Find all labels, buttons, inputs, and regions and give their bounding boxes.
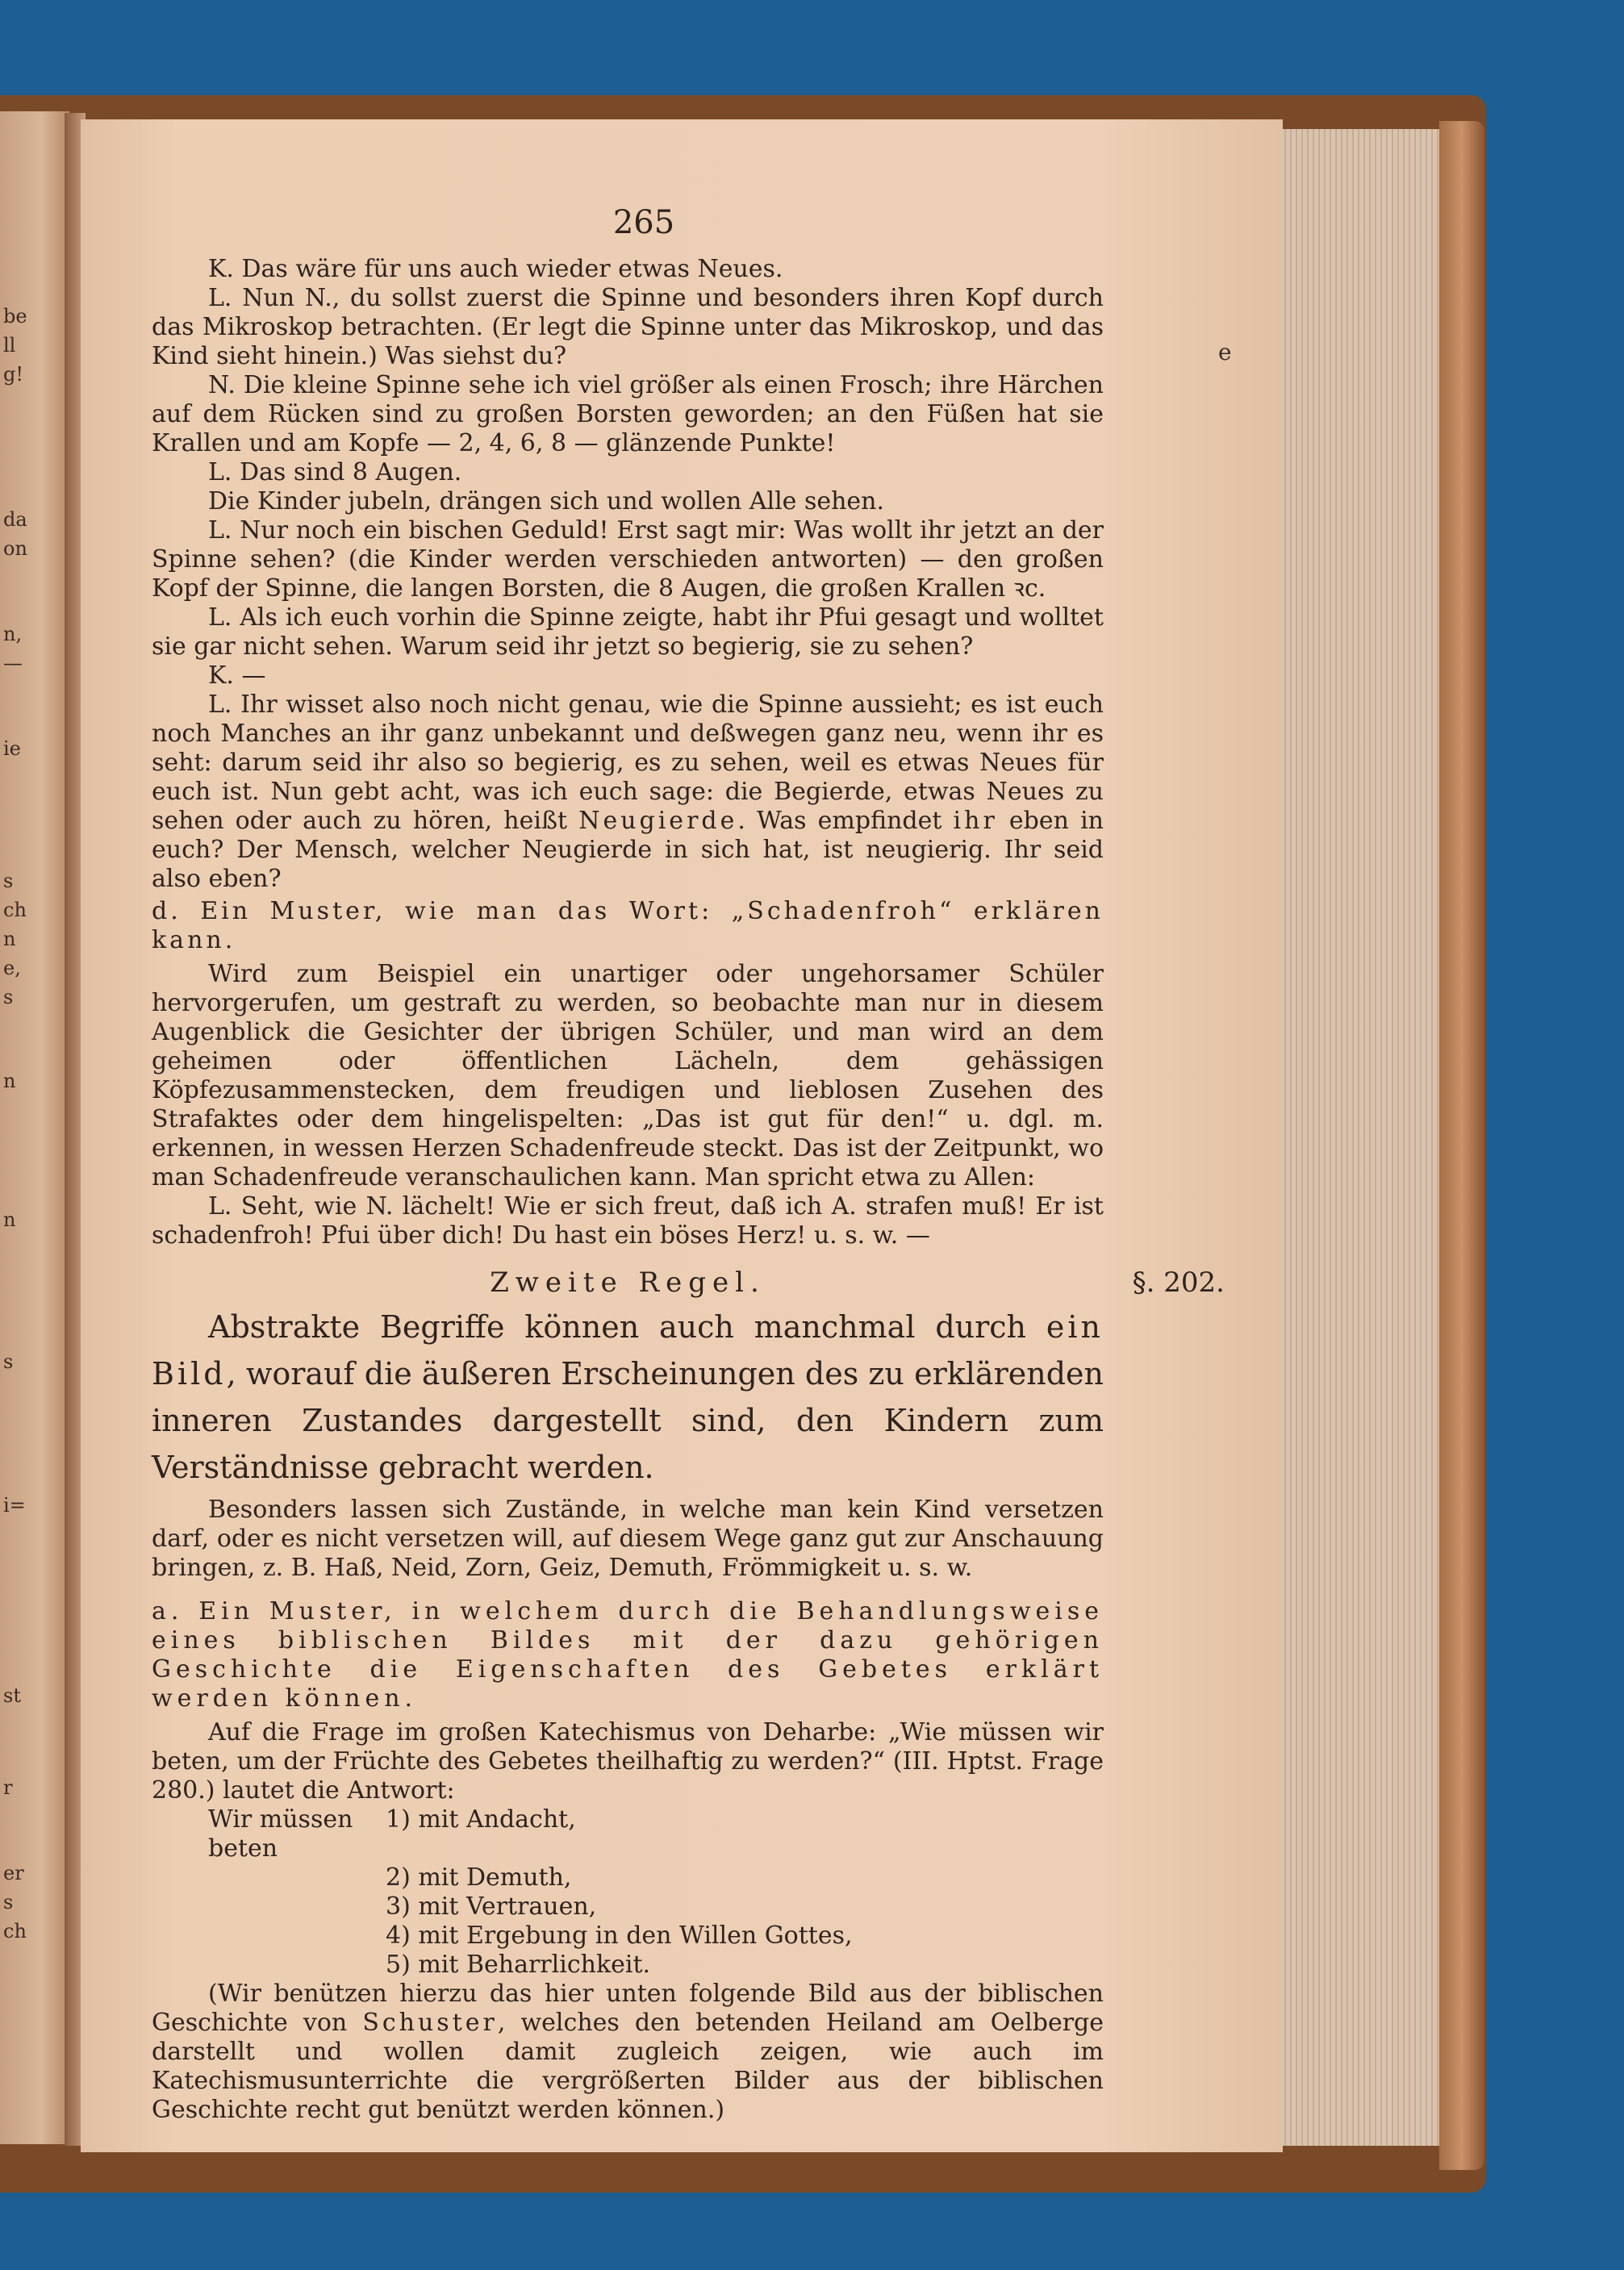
page-number: 265	[612, 204, 675, 241]
text-run: , worauf die äußeren Erscheinungen des zu erklärenden inneren Zustandes dargestellt sind, den Kindern zum Verständnisse gebracht werden.	[152, 1356, 1104, 1485]
left-fragment: s	[3, 1350, 14, 1373]
section-heading-d: d. Ein Muster, wie man das Wort: „Schadenfroh“ erklären kann.	[152, 897, 1104, 954]
dialogue-line: L. Als ich euch vorhin die Spinne zeigte, habt ihr Pfui gesagt und wolltet sie gar nicht sehen. Warum seid ihr jetzt so begierig, sie zu sehen?	[152, 603, 1104, 661]
dialogue-line	[152, 691, 1104, 894]
left-fragment: er	[3, 1862, 24, 1884]
left-fragment: st	[3, 1684, 21, 1707]
paragraph: Auf die Frage im großen Katechismus von Deharbe: „Wie müssen wir beten, um der Früchte des Gebetes theilhaftig zu werden?“ (III. Hptst. Frage 280.) lautet die Antwort:	[152, 1718, 1104, 1805]
margin-mark: e	[1218, 339, 1232, 365]
page-text	[152, 204, 1225, 2125]
left-fragment: s	[3, 870, 14, 892]
rule-heading	[152, 1266, 1225, 1299]
answer-list	[152, 1805, 1104, 1980]
text-run: , welches den betenden Heiland am Oelberge darstellt und wollen damit zugleich zeigen, wie auch im Katechismusunterrichte die vergrößerten Bilder aus der biblischen Geschichte recht gut benützt werden können.)	[152, 2009, 1104, 2124]
emphasis-neugierde: Neugierde	[578, 807, 738, 835]
emphasis-ihr: ihr	[953, 807, 998, 835]
dialogue-line: K. —	[208, 661, 266, 690]
dialogue-line: L. Nun N., du sollst zuerst die Spinne und besonders ihren Kopf durch das Mikroskop betrachten. (Er legt die Spinne unter das Mikroskop, und das Kind sieht hinein.) Was siehst du?	[152, 284, 1104, 370]
left-fragment: s	[3, 986, 14, 1008]
rule-title: Zweite Regel.	[490, 1266, 766, 1299]
left-fragment: g!	[3, 363, 24, 386]
rule-statement	[152, 1304, 1104, 1491]
left-fragment: ll	[3, 334, 16, 357]
left-fragment: s	[3, 1891, 14, 1913]
left-fragment: n	[3, 928, 16, 950]
left-fragment: ch	[3, 1920, 27, 1942]
left-page-edge	[0, 111, 69, 2144]
list-lead: Wir müssen beten	[208, 1805, 353, 1863]
dialogue-line: L. Seht, wie N. lächelt! Wie er sich freut, daß ich A. strafen muß! Er ist schadenfroh! Pfui über dich! Du hast ein böses Herz! u. s. w. —	[152, 1192, 1104, 1250]
text-run: Abstrakte Begriffe können auch manchmal durch	[208, 1309, 1046, 1345]
section-number: §. 202.	[1132, 1266, 1225, 1299]
left-fragment: e,	[3, 957, 21, 979]
left-fragment: on	[3, 537, 27, 560]
list-item: 3) mit Vertrauen,	[386, 1892, 597, 1921]
section-heading-a: a. Ein Muster, in welchem durch die Behandlungsweise eines biblischen Bildes mit der dazu gehörigen Geschichte die Eigenschaften des Gebetes erklärt werden können.	[152, 1597, 1104, 1713]
left-fragment: n	[3, 1070, 16, 1092]
left-fragment: ch	[3, 899, 27, 921]
dialogue-line: L. Nur noch ein bischen Geduld! Erst sagt mir: Was wollt ihr jetzt an der Spinne sehen? (die Kinder werden verschieden antworten) — den großen Kopf der Spinne, die langen Borsten, die 8 Augen, die großen Krallen ꝛc.	[152, 516, 1104, 603]
left-fragment: da	[3, 508, 27, 531]
text-run: L. Ihr wisset also noch nicht genau, wie die Spinne aussieht; es ist euch noch Manches an ihr ganz unbekannt und deßwegen ganz neu, wenn ihr es seht: darum seid ihr also so begierig, es zu sehen, weil es etwas Neues für euch ist. Nun gebt acht, was ich euch sage: die Begierde, etwas Neues zu sehen oder auch zu hören, heißt	[152, 691, 1104, 835]
list-item: 2) mit Demuth,	[386, 1863, 572, 1892]
dialogue-line: N. Die kleine Spinne sehe ich viel größer als einen Frosch; ihre Härchen auf dem Rücken sind zu großen Borsten geworden; an den Füßen hat sie Krallen und am Kopfe — 2, 4, 6, 8 — glänzende Punkte!	[152, 371, 1104, 457]
dialogue-line: L. Das sind 8 Augen.	[208, 458, 462, 486]
stage-direction: Die Kinder jubeln, drängen sich und wollen Alle sehen.	[208, 487, 885, 515]
left-fragment: be	[3, 305, 27, 328]
cover-edge	[1439, 121, 1484, 2170]
page-edges	[1281, 129, 1439, 2146]
text-run: . Was empfindet	[737, 807, 954, 835]
left-fragment: n	[3, 1208, 16, 1231]
emphasis-bild: ein Bild	[152, 1309, 1104, 1392]
text-run: eben in euch? Der Mensch, welcher Neugierde in sich hat, ist neugierig. Ihr seid also eben?	[152, 807, 1104, 893]
paragraph: Besonders lassen sich Zustände, in welche man kein Kind versetzen darf, oder es nicht versetzen will, auf diesem Wege ganz gut zur Anschauung bringen, z. B. Haß, Neid, Zorn, Geiz, Demuth, Frömmigkeit u. s. w.	[152, 1496, 1104, 1582]
paragraph: Wird zum Beispiel ein unartiger oder ungehorsamer Schüler hervorgerufen, um gestraft zu werden, so beobachte man nur in diesem Augenblick die Gesichter der übrigen Schüler, und man wird an dem geheimen oder öffentlichen Lächeln, dem gehässigen Köpfezusammenstecken, dem freudigen und lieblosen Zusehen des Strafaktes oder dem hingelispelten: „Das ist gut für den!“ u. dgl. m. erkennen, in wessen Herzen Schadenfreude steckt. Das ist der Zeitpunkt, wo man Schadenfreude veranschaulichen kann. Man spricht etwa zu Allen:	[152, 960, 1104, 1191]
emphasis-schuster: Schuster	[362, 2009, 498, 2037]
left-fragment: ie	[3, 737, 21, 760]
list-item: 4) mit Ergebung in den Willen Gottes,	[386, 1922, 853, 1950]
dialogue-line: K. Das wäre für uns auch wieder etwas Neues.	[208, 255, 783, 283]
left-fragment: i=	[3, 1494, 26, 1517]
left-fragment: —	[3, 652, 23, 674]
paragraph	[152, 1980, 1104, 2125]
text-run: (Wir benützen hierzu das hier unten folgende Bild aus der biblischen Geschichte von	[152, 1980, 1104, 2037]
left-fragment: n,	[3, 623, 23, 645]
left-fragment: r	[3, 1776, 13, 1799]
list-item: 1) mit Andacht,	[386, 1805, 576, 1834]
list-item: 5) mit Beharrlichkeit.	[386, 1951, 651, 1979]
